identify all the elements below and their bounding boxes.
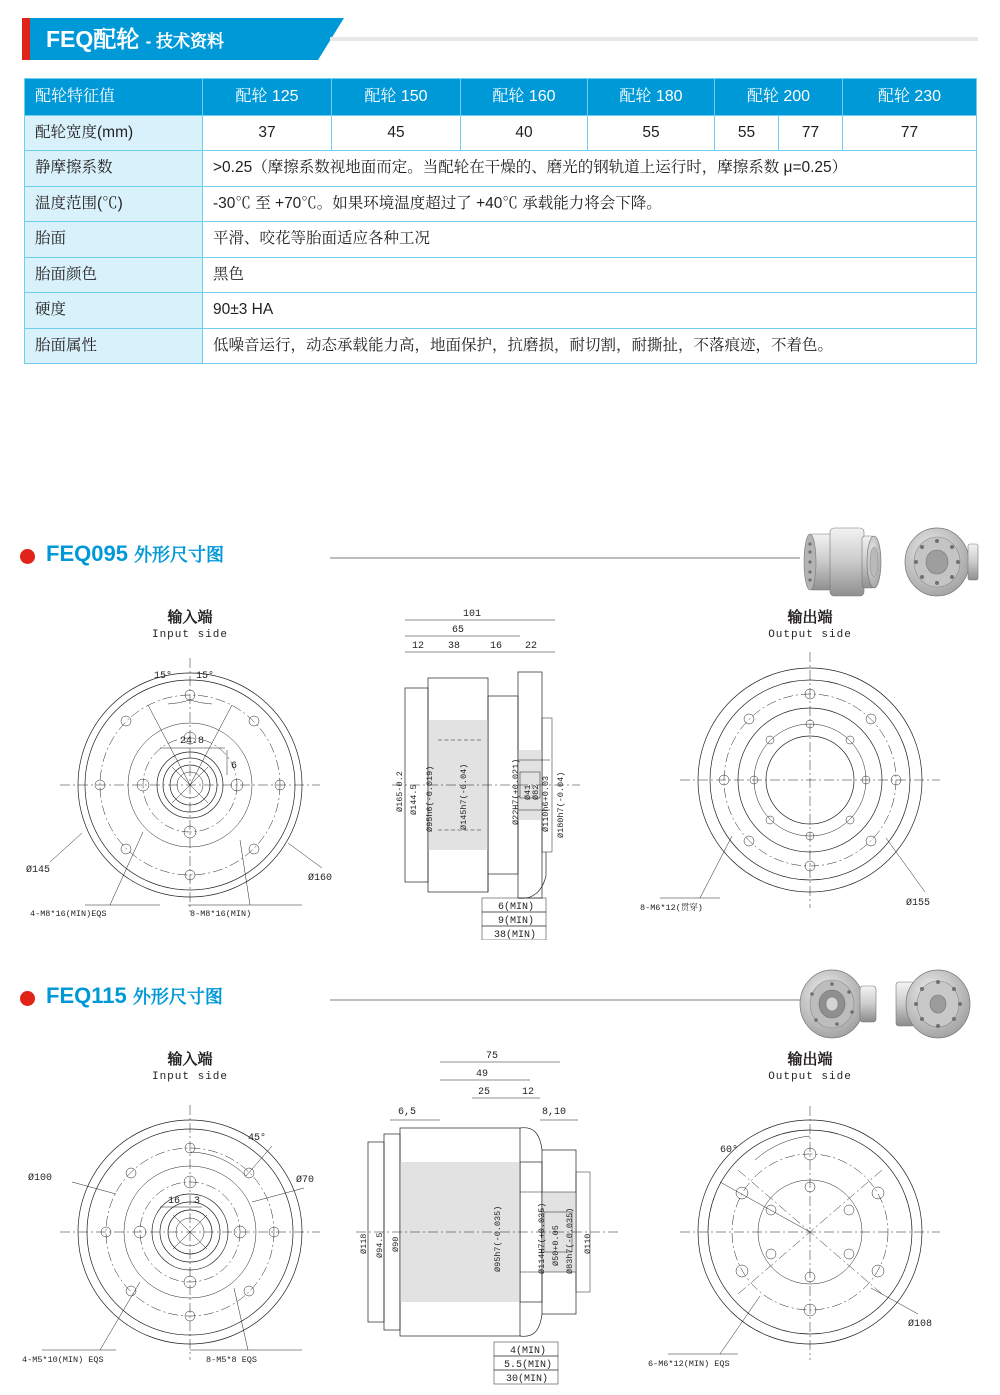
dim-d155: Ø155 <box>906 898 931 909</box>
dim-d22h7: Ø22H7(+0.021) <box>511 758 521 825</box>
table-header-feature: 配轮特征值 <box>25 79 203 116</box>
dim-d82: Ø82 <box>531 784 541 800</box>
cell-width-180: 55 <box>588 116 715 151</box>
dim-16: 16 <box>168 1196 181 1207</box>
drawing-feq095-output-side <box>640 608 940 913</box>
dim-9min: 9(MIN) <box>498 916 535 927</box>
table-header-150: 配轮 150 <box>332 79 461 116</box>
label-output-en: Output side <box>768 1071 852 1083</box>
banner-accent-bar <box>22 18 30 60</box>
dim-d108: Ø108 <box>908 1319 933 1330</box>
dim-8-m8: 8-M8*16(MIN) <box>190 909 252 919</box>
cell-width-150: 45 <box>332 116 461 151</box>
product-photo-group-feq115 <box>792 964 982 1044</box>
drawing-feq115-input-side <box>22 1050 320 1365</box>
dim-3: 3 <box>194 1196 201 1207</box>
dim-24-8: 24.8 <box>180 736 205 747</box>
dim-d95h7: Ø95h7(-0.035) <box>493 1205 503 1272</box>
cell-width-200b: 77 <box>779 116 843 151</box>
section-model-feq095: FEQ095 <box>46 541 128 566</box>
cell-width-230: 77 <box>843 116 977 151</box>
page-title-sub: - 技术资料 <box>145 32 225 51</box>
dim-4-m5: 4-M5*10(MIN) EQS <box>22 1355 104 1365</box>
table-row <box>25 293 977 328</box>
dim-d118: Ø118 <box>359 1233 369 1254</box>
section-title-feq115 <box>46 983 223 1009</box>
dim-5-5min: 5.5(MIN) <box>504 1360 553 1371</box>
dim-75: 75 <box>485 1051 499 1062</box>
dim-angle-15b: 15° <box>196 671 215 682</box>
section-title-feq095 <box>46 541 224 567</box>
cell-tread-props-value: 低噪音运行，动态承载能力高，地面保护，抗磨损，耐切割，耐撕扯，不落痕迹，不着色。 <box>203 328 977 363</box>
table-header-180: 配轮 180 <box>588 79 715 116</box>
section-model-feq115: FEQ115 <box>46 983 127 1008</box>
row-label-friction: 静摩擦系数 <box>25 151 203 186</box>
dim-d180h7: Ø180h7(-0.04) <box>556 771 566 838</box>
dim-101: 101 <box>462 609 482 620</box>
dim-d110: Ø110 <box>583 1233 593 1254</box>
bullet-dot-icon <box>20 549 35 564</box>
dim-d94-5: Ø94.5 <box>375 1232 385 1258</box>
label-output-en: Output side <box>768 629 852 641</box>
dim-6: 6 <box>231 761 238 772</box>
row-label-temperature: 温度范围(℃) <box>25 186 203 221</box>
section-subtitle-feq095: 外形尺寸图 <box>134 545 225 565</box>
dim-6min: 6(MIN) <box>498 902 535 913</box>
dim-22: 22 <box>525 641 538 652</box>
dim-d114h7: Ø114H7(+0.035) <box>537 1202 547 1274</box>
row-label-width: 配轮宽度(mm) <box>25 116 203 151</box>
dim-d110h6: Ø110h6+0.03 <box>541 775 551 832</box>
row-label-tread: 胎面 <box>25 222 203 257</box>
label-input-en: Input side <box>151 629 229 641</box>
dim-8-10: 8,10 <box>542 1107 567 1118</box>
table-row <box>25 222 977 257</box>
section-rule-feq115 <box>330 999 800 1001</box>
dim-angle-45: 45° <box>248 1133 267 1144</box>
dim-6-5: 6,5 <box>398 1107 417 1118</box>
dim-8-m6: 8-M6*12(贯穿) <box>640 903 703 913</box>
dim-d145h7: Ø145h7(-0.04) <box>459 763 469 830</box>
cell-width-160: 40 <box>461 116 588 151</box>
table-row <box>25 116 977 151</box>
bullet-dot-icon <box>20 991 35 1006</box>
drawing-feq115-output-side <box>648 1050 940 1369</box>
dim-d144-5: Ø144.5 <box>409 784 419 815</box>
dim-38: 38 <box>448 641 461 652</box>
dim-d100: Ø100 <box>28 1173 53 1184</box>
label-input-cn: 输入端 <box>167 609 213 626</box>
dim-d160: Ø160 <box>308 873 333 884</box>
label-input-cn: 输入端 <box>167 1051 213 1068</box>
table-header-230: 配轮 230 <box>843 79 977 116</box>
dim-d50: Ø50+0.05 <box>551 1225 561 1266</box>
cell-hardness-value: 90±3 HA <box>203 293 977 328</box>
dim-d145: Ø145 <box>26 865 51 876</box>
dim-d95h6: Ø95h6(-0.019) <box>425 765 435 832</box>
dim-d70: Ø70 <box>296 1175 315 1186</box>
dimension-drawing-feq115 <box>20 1042 980 1387</box>
label-output-cn: 输出端 <box>787 609 833 626</box>
page-title <box>46 18 224 60</box>
page-header-banner <box>22 18 352 60</box>
table-row <box>25 186 977 221</box>
cell-width-200a: 55 <box>715 116 779 151</box>
section-subtitle-feq115: 外形尺寸图 <box>132 987 223 1007</box>
photo-gearbox-face-view <box>905 528 978 596</box>
cell-friction-value: >0.25（摩擦系数视地面而定。当配轮在干燥的、磨光的钢轨道上运行时，摩擦系数 μ=0.25） <box>203 151 977 186</box>
dim-4min: 4(MIN) <box>510 1346 547 1357</box>
dim-4-m8: 4-M8*16(MIN)EQS <box>30 909 107 919</box>
cell-tread-color-value: 黑色 <box>203 257 977 292</box>
table-row <box>25 328 977 363</box>
dim-25: 25 <box>478 1087 491 1098</box>
dim-8-m5: 8-M5*8 EQS <box>206 1355 258 1365</box>
photo-gearbox-side-view <box>804 528 881 596</box>
section-rule-feq095 <box>330 557 800 559</box>
product-photo-group-feq095 <box>792 524 982 602</box>
table-header-200: 配轮 200 <box>715 79 843 116</box>
drawing-feq095-section <box>392 609 580 940</box>
row-label-tread-color: 胎面颜色 <box>25 257 203 292</box>
table-header-160: 配轮 160 <box>461 79 588 116</box>
table-row-header <box>25 79 977 116</box>
table-row <box>25 151 977 186</box>
drawing-feq095-input-side <box>26 608 332 919</box>
drawing-feq115-section <box>356 1051 620 1385</box>
dim-d83h7: Ø83h7(-0.035) <box>565 1207 575 1274</box>
label-output-cn: 输出端 <box>787 1051 833 1068</box>
dim-38min: 38(MIN) <box>494 930 537 940</box>
dim-angle-15a: 15° <box>154 671 173 682</box>
dim-d165: Ø165-0.2 <box>395 771 405 812</box>
spec-table <box>24 78 977 364</box>
dim-49: 49 <box>475 1069 489 1080</box>
cell-temperature-value: -30℃ 至 +70℃。如果环境温度超过了 +40℃ 承载能力将会下降。 <box>203 186 977 221</box>
dim-angle-60: 60° <box>720 1145 739 1156</box>
row-label-tread-props: 胎面属性 <box>25 328 203 363</box>
label-input-en: Input side <box>151 1071 229 1083</box>
table-row <box>25 257 977 292</box>
dim-12: 12 <box>412 641 425 652</box>
header-divider <box>330 37 978 41</box>
cell-width-125: 37 <box>203 116 332 151</box>
photo-gearbox-face-right <box>896 970 970 1038</box>
dim-65: 65 <box>451 625 465 636</box>
dim-d41: Ø41 <box>523 784 533 800</box>
page-title-main: FEQ配轮 <box>46 26 140 52</box>
dim-d90: Ø90 <box>391 1236 401 1252</box>
row-label-hardness: 硬度 <box>25 293 203 328</box>
table-header-125: 配轮 125 <box>203 79 332 116</box>
dim-30min: 30(MIN) <box>506 1374 549 1385</box>
dim-16: 16 <box>490 641 503 652</box>
photo-gearbox-face-left <box>800 970 876 1038</box>
dim-6-m6: 6-M6*12(MIN) EQS <box>648 1359 730 1369</box>
cell-tread-value: 平滑、咬花等胎面适应各种工况 <box>203 222 977 257</box>
dim-12: 12 <box>522 1087 535 1098</box>
dimension-drawing-feq095 <box>20 600 980 940</box>
